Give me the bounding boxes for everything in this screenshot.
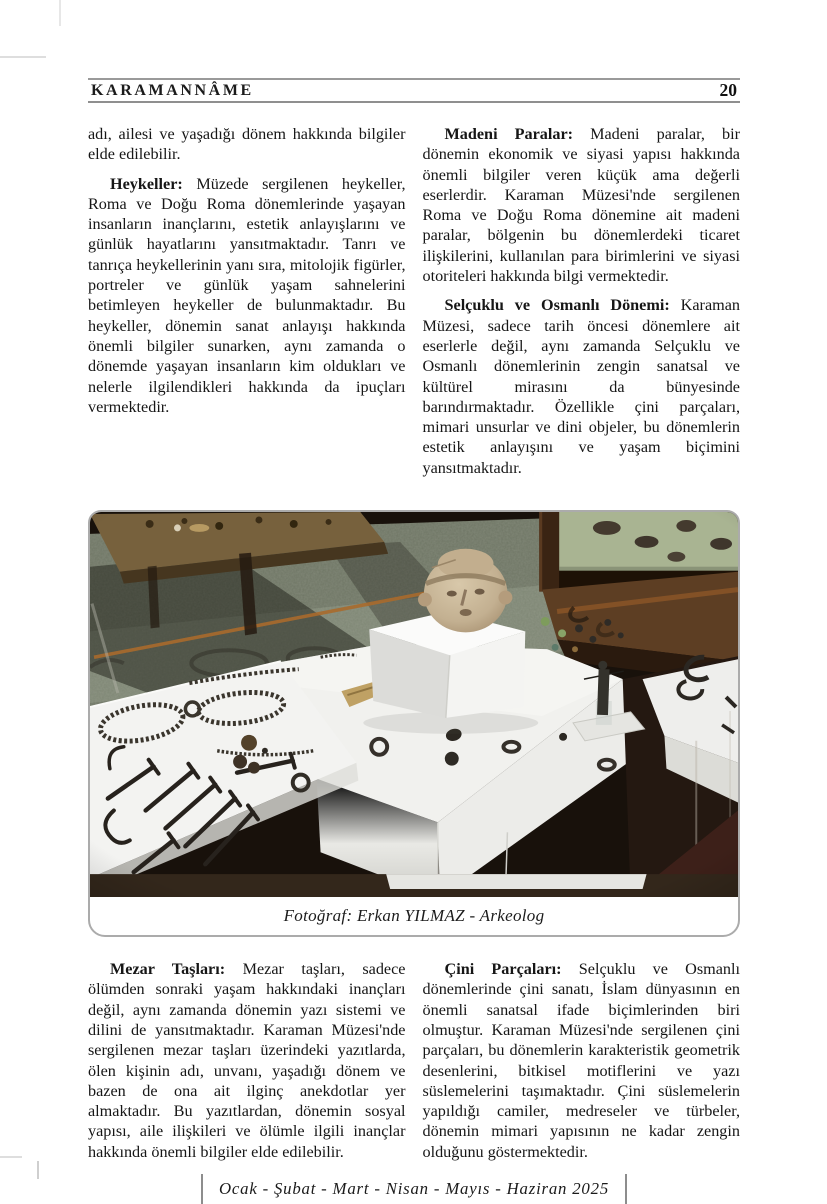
paragraph-text: Selçuklu ve Osmanlı dönemlerinde çini sanatı, İslam dünyasının en önemli sanatsal ifade biçimlerinden biri olmuştur. Karaman Müzesi'nde sergilenen çini parçaları, bu dönemlerin karakteristik geometrik desenlerini, bitkisel motiflerini ve yazı süslemelerini taşımaktadır. Çini süslemelerin yapıldığı camiler, medreseler ve türbeler, dönemin mimari yapısının ne kadar zengin olduğunu göstermektedir. [422,960,741,1161]
page-content [88,124,740,1204]
paragraph-text: Müzede sergilenen heykeller, Roma ve Doğu Roma dönemlerinde yaşayan insanların inançlarını, estetik anlayışlarını ve günlük hayatlarını yansıtmaktadır. Tanrı ve tanrıça heykellerinin yanı sıra, mitolojik figürler, portreler ve günlük yaşam sahnelerini betimleyen heykeller de bulunmaktadır. Bu heykeller, dönemin sanat anlayışı hakkında önemli bilgiler sunarken, aynı zamanda o dönemde yaşayan insanların kim oldukları ve nelerle ilgilendikleri hakkında da ipuçları vermektedir. [88,174,406,416]
scan-artifact [0,1156,22,1158]
article-paragraph [88,124,406,165]
bottom-article-columns [88,959,740,1162]
article-paragraph [423,959,741,1162]
left-column [88,124,406,478]
page-number: 20 [719,80,737,100]
paragraph-lead: Mezar Taşları: [110,960,226,979]
left-column [88,959,406,1162]
article-paragraph [423,124,741,286]
museum-display-photo [90,512,738,897]
paragraph-text: Mezar taşları, sadece ölümden sonraki yaşam hakkındaki inançları değil, aynı zamanda dönemin yazı sistemi ve dilini de yansıtmaktadır. Karaman Müzesi'nde sergilenen mezar taşları üzerindeki yazıtlarda, ölen kişinin adı, unvanı, yaşadığı dönem ve bazen de ona ait ilginç anekdotlar yer almaktadır. Bu yazıtlardan, dönemin sosyal yapısı, aile ilişkileri ve ölümle ilgili inançlar hakkında önemli bilgiler elde edilebilir. [88,960,406,1161]
issue-date: Ocak - Şubat - Mart - Nisan - Mayıs - Haziran 2025 [218,1179,610,1199]
scan-artifact [37,1161,39,1179]
paragraph-lead: Madeni Paralar: [444,125,574,143]
paragraph-lead: Çini Parçaları: [444,960,562,979]
article-paragraph [423,295,741,478]
right-column [423,124,741,478]
photo-caption: Fotoğraf: Erkan YILMAZ - Arkeolog [283,906,545,926]
page-header [88,78,740,103]
paragraph-text: Karaman Müzesi, sadece tarih öncesi dönemlere ait eserlerle değil, aynı zamanda Selçuklu ve Osmanlı dönemlerinin zengin sanatsal ve kültürel mirasını da bünyesinde barındırmaktadır. Özellikle çini parçaları, mimari unsurlar ve dini objeler, bu dönemlerin estetik anlayışını ve yaşam biçimini yansıtmaktadır. [422,296,740,477]
museum-photo-figure [88,510,740,937]
paragraph-lead: Selçuklu ve Osmanlı Dönemi: [444,296,670,315]
paragraph-text: Madeni paralar, bir dönemin ekonomik ve siyasi yapısı hakkında önemli bilgiler veren küçük ama değerli eserlerdir. Karaman Müzesi'nde sergilenen Roma ve Doğu Roma dönemine ait madeni paralar, bölgenin bu dönemlerdeki ticaret ilişkilerini, kullanılan para birimlerini ve siyasi otoriteleri hakkında bilgi vermektedir. [422,125,740,286]
article-paragraph [88,174,406,418]
paragraph-lead: Heykeller: [110,174,183,193]
article-paragraph [88,959,406,1162]
scan-artifact [0,56,46,58]
right-column [423,959,741,1162]
top-article-columns [88,124,740,478]
journal-title: KARAMANNÂME [91,81,254,99]
paragraph-text: adı, ailesi ve yaşadığı dönem hakkında bilgiler elde edilebilir. [88,125,406,164]
scan-artifact [59,0,61,26]
